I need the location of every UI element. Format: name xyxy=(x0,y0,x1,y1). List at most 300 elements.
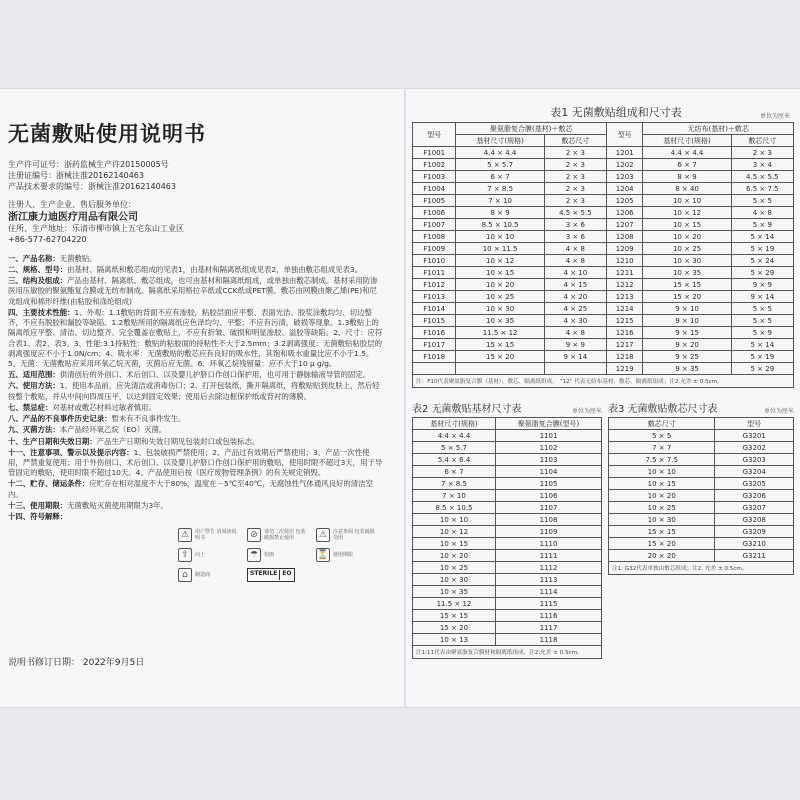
table1-cell: 4 × 8 xyxy=(544,243,606,255)
table1-cell: 10 × 20 xyxy=(456,279,544,291)
document-title: 无菌敷贴使用说明书 xyxy=(8,122,206,146)
table1-cell: F1003 xyxy=(413,171,456,183)
table3-cell: G3203 xyxy=(715,454,794,466)
table2-cell: 10 × 25 xyxy=(413,562,496,574)
table3-cell: 10 × 25 xyxy=(609,502,715,514)
registrant-label: 注册人、生产企业、售后服务单位： xyxy=(8,200,136,210)
table2-cell: 10 × 12 xyxy=(413,526,496,538)
table1-cell: 15 × 15 xyxy=(456,339,544,351)
table1-cell: 4 × 8 xyxy=(544,327,606,339)
table2-cell: 15 × 20 xyxy=(413,622,496,634)
section-heading: 十四、符号解释： xyxy=(8,512,68,522)
table2-cell: 10 × 35 xyxy=(413,586,496,598)
table1-cell: 1213 xyxy=(606,291,642,303)
table3-cell: 10 × 20 xyxy=(609,490,715,502)
section-heading: 十一、注意事项、警示以及提示内容： xyxy=(8,447,134,457)
table1-cell: F1004 xyxy=(413,183,456,195)
table1 xyxy=(412,122,794,375)
section-paragraph xyxy=(8,276,384,307)
table1-cell: 5 × 19 xyxy=(731,351,793,363)
table2-cell: 1112 xyxy=(495,562,601,574)
table1-cell: F1014 xyxy=(413,303,456,315)
table3-cell: G3210 xyxy=(715,538,794,550)
table2-title: 表2 无菌敷贴基材尺寸表 xyxy=(412,404,522,415)
table2-row xyxy=(413,478,602,490)
table3-cell: 10 × 10 xyxy=(609,466,715,478)
table1-cell: 2 × 3 xyxy=(544,147,606,159)
table1-cell: 4.5 × 5.5 xyxy=(731,171,793,183)
table1-cell xyxy=(544,363,606,375)
section-paragraph xyxy=(8,414,384,424)
table1-cell: 2 × 3 xyxy=(731,147,793,159)
table1-cell: 10 × 35 xyxy=(643,267,731,279)
table1-row xyxy=(413,291,794,303)
table1-header-nw: 无纺布(基材)＋敷芯 xyxy=(643,123,794,135)
table1-cell: 9 × 10 xyxy=(643,315,731,327)
table1-cell: 4.4 × 4.4 xyxy=(456,147,544,159)
symbol-icon: ⇧ xyxy=(178,548,192,562)
table1-cell: 8 × 9 xyxy=(456,207,544,219)
table3-cell: G3208 xyxy=(715,514,794,526)
table1-cell: 9 × 14 xyxy=(544,351,606,363)
table2-cell: 5.4 × 6.4 xyxy=(413,454,496,466)
table1-cell: F1012 xyxy=(413,279,456,291)
table1-cell: 3 × 4 xyxy=(731,159,793,171)
table2-cell: 1113 xyxy=(495,574,601,586)
table3-cell: G3201 xyxy=(715,430,794,442)
table2-unit: 单位为厘米 xyxy=(571,408,602,415)
section-body: 产品由基材、隔离纸、敷芯组成，也可由基材和隔离纸组成，或单独由敷芯制成。基材采用防渗医用压敏胶的聚氨酯复合膜或无纺布制成。隔离纸采用格拉辛纸或CCK纸或PET膜。敷芯由网膜由聚乙烯(PE)和尼龙组成和棉形纤维(由粘胶和涤纶组成) xyxy=(8,276,378,306)
table1-cell: 10 × 10 xyxy=(643,195,731,207)
license-line: 注册证编号：浙械注准20162140463 xyxy=(8,170,144,180)
table3-cell: 7.5 × 7.5 xyxy=(609,454,715,466)
table1-cell: 5 × 19 xyxy=(731,243,793,255)
table1-cell: F1007 xyxy=(413,219,456,231)
table2-cell: 15 × 15 xyxy=(413,610,496,622)
table1-cell: 1214 xyxy=(606,303,642,315)
table2-cell: 1117 xyxy=(495,622,601,634)
table1-row xyxy=(413,351,794,363)
table1-cell xyxy=(413,363,456,375)
table1-cell: 15 × 15 xyxy=(643,279,731,291)
table2-row xyxy=(413,538,602,550)
table2-row xyxy=(413,610,602,622)
table3-cell: G3207 xyxy=(715,502,794,514)
table1-cell: F1010 xyxy=(413,255,456,267)
table2-row xyxy=(413,622,602,634)
table2-row xyxy=(413,490,602,502)
table3-row xyxy=(609,442,794,454)
table2-cell: 1118 xyxy=(495,634,601,646)
table1-cell: 4 × 10 xyxy=(544,267,606,279)
table2-note: 注1:11代表由聚氨脂复合膜材和隔离纸组成，注2.允差 ± 0.5cm。 xyxy=(412,646,602,659)
table1-cell: 4 × 30 xyxy=(544,315,606,327)
license-info xyxy=(8,160,384,192)
table1-cell: 10 × 15 xyxy=(456,267,544,279)
table2-block xyxy=(412,400,602,659)
section-heading: 十、生产日期和失效日期： xyxy=(8,436,97,446)
table1-cell: 4 × 15 xyxy=(544,279,606,291)
section-heading: 三、结构及组成： xyxy=(8,276,68,286)
section-paragraph xyxy=(8,254,384,264)
table2-cell: 7 × 8.5 xyxy=(413,478,496,490)
table1-cell: F1009 xyxy=(413,243,456,255)
table1-cell: 8 × 9 xyxy=(643,171,731,183)
section-heading: 四、主要技术性能： xyxy=(8,307,75,317)
section-heading: 一、产品名称： xyxy=(8,253,60,263)
table2-cell: 1106 xyxy=(495,490,601,502)
section-heading: 十三、使用期限： xyxy=(8,500,68,510)
right-panel xyxy=(412,104,794,659)
table1-cell: 4 × 20 xyxy=(544,291,606,303)
table2-cell: 1115 xyxy=(495,598,601,610)
table3-cell: G3205 xyxy=(715,478,794,490)
table1-cell: 6.5 × 7.5 xyxy=(731,183,793,195)
table3-cell: 15 × 20 xyxy=(609,538,715,550)
table2-row xyxy=(413,598,602,610)
symbol-icon: ⌂ xyxy=(178,568,192,582)
table1-cell: 4 × 8 xyxy=(544,255,606,267)
table3-cell: 10 × 15 xyxy=(609,478,715,490)
table1-cell: 5 × 5 xyxy=(731,303,793,315)
table1-cell: 5 × 14 xyxy=(731,231,793,243)
table2-cell: 10 × 30 xyxy=(413,574,496,586)
symbol-label: 请勿二次使用 包装破损禁止使用 xyxy=(264,529,306,542)
revision-date: 说明书修订日期： 2022年9月5日 xyxy=(8,658,145,668)
symbol-label: 用户警告 请阅读说明书 xyxy=(195,529,237,542)
table3-cell: 5 × 5 xyxy=(609,430,715,442)
symbol-icon: ⏳ xyxy=(316,548,330,562)
table1-cell: 10 × 30 xyxy=(456,303,544,315)
table3-unit: 单位为厘米 xyxy=(763,408,794,415)
table2-cell: 1107 xyxy=(495,502,601,514)
table3-block xyxy=(608,400,794,659)
table1-cell: 7 × 8.5 xyxy=(456,183,544,195)
section-heading: 七、禁忌症： xyxy=(8,402,53,412)
symbol-legend xyxy=(178,528,388,582)
table2-cell: 1103 xyxy=(495,454,601,466)
table1-cell: 9 × 9 xyxy=(731,279,793,291)
table3-row xyxy=(609,550,794,562)
table1-cell: 10 × 35 xyxy=(456,315,544,327)
section-paragraph xyxy=(8,479,384,499)
table1-row xyxy=(413,231,794,243)
table3-title: 表3 无菌敷贴敷芯尺寸表 xyxy=(608,404,718,415)
symbol-item xyxy=(247,528,306,542)
section-heading: 八、产品的不良事件历史记录： xyxy=(8,414,112,424)
table1-note: 注：F10代表聚氨脂复合膜（基材）、敷芯、隔离纸组成， “12” 代表无纺布基材、敷芯、隔离纸组成；注2.允差 ± 0.5cm。 xyxy=(412,375,794,388)
table3-row xyxy=(609,454,794,466)
table1-cell: 2 × 3 xyxy=(544,195,606,207)
table1-cell: 7 × 10 xyxy=(456,195,544,207)
symbol-item xyxy=(178,568,237,582)
section-paragraph xyxy=(8,425,384,435)
company-address: 住所、生产地址：乐清市柳市镇上五宅东山工业区 xyxy=(8,224,184,234)
table2-header-size: 基材尺寸(规格) xyxy=(413,418,496,430)
table2-row xyxy=(413,526,602,538)
table2-cell: 1111 xyxy=(495,550,601,562)
table1-cell: 3 × 6 xyxy=(544,231,606,243)
table1-row xyxy=(413,207,794,219)
section-body: 应贮存在相对湿度不大于80%，温度在－5℃至40℃，无腐蚀性气体通风良好的清洁室内。 xyxy=(8,479,373,499)
table1-cell: 3 × 6 xyxy=(544,219,606,231)
table3-row xyxy=(609,490,794,502)
table1-cell: 5 × 5 xyxy=(731,315,793,327)
table1-cell: 2 × 3 xyxy=(544,183,606,195)
section-heading: 十二、贮存、储运条件： xyxy=(8,479,90,489)
table1-cell: 4.4 × 4.4 xyxy=(643,147,731,159)
table1-row xyxy=(413,183,794,195)
table1-cell: 10 × 12 xyxy=(643,207,731,219)
table1-cell: 5 × 24 xyxy=(731,255,793,267)
table2-cell: 7 × 10 xyxy=(413,490,496,502)
table2-cell: 10 × 10 xyxy=(413,514,496,526)
table2-row xyxy=(413,466,602,478)
section-body: 产品生产日期和失效日期见包装封口或包装标志。 xyxy=(96,436,260,446)
table1-row xyxy=(413,279,794,291)
table1-row xyxy=(413,267,794,279)
table3-row xyxy=(609,526,794,538)
license-line: 生产许可证号：浙药监械生产许20150005号 xyxy=(8,160,169,170)
section-body: 1、使用本品前，应先清洁或消毒伤口；2、打开包装纸，撕开隔离纸，将敷贴贴到皮肤上，然后轻按整个敷贴，并从中间向四周压平，以达到固定效果；使用后去除边框保护纸或背衬的薄膜。 xyxy=(8,381,380,401)
table2-row xyxy=(413,430,602,442)
table2-cell: 10 × 15 xyxy=(413,538,496,550)
section-paragraph xyxy=(8,381,384,401)
table2-cell: 10 × 20 xyxy=(413,550,496,562)
table3-row xyxy=(609,514,794,526)
symbol-label: 使用期限 xyxy=(333,552,354,559)
table2-cell: 11.5 × 12 xyxy=(413,598,496,610)
table1-cell: 10 × 12 xyxy=(456,255,544,267)
table1-cell: 1206 xyxy=(606,207,642,219)
table2-row xyxy=(413,454,602,466)
symbol-item xyxy=(247,548,306,562)
table3-cell: 10 × 30 xyxy=(609,514,715,526)
table3-row xyxy=(609,478,794,490)
table3-header-size: 敷芯尺寸 xyxy=(609,418,715,430)
table2-cell: 10 × 13 xyxy=(413,634,496,646)
table1-cell: F1011 xyxy=(413,267,456,279)
table1-cell: 1212 xyxy=(606,279,642,291)
section-heading: 五、适用范围： xyxy=(8,370,60,380)
table1-row xyxy=(413,339,794,351)
symbol-item xyxy=(178,548,237,562)
table1-cell: 5 × 29 xyxy=(731,267,793,279)
company-name: 浙江康力迪医疗用品有限公司 xyxy=(8,212,138,223)
instruction-sections xyxy=(8,254,384,522)
table1-cell: 1209 xyxy=(606,243,642,255)
table1-cell xyxy=(456,363,544,375)
section-body: 对基材或敷芯材料过敏者慎用。 xyxy=(52,402,156,412)
table2-row xyxy=(413,574,602,586)
table1-cell: F1002 xyxy=(413,159,456,171)
table2-row xyxy=(413,502,602,514)
table1-cell: 10 × 25 xyxy=(643,243,731,255)
table2-cell: 1105 xyxy=(495,478,601,490)
table3-row xyxy=(609,538,794,550)
section-body: 无菌敷贴灭菌使用期限为3年。 xyxy=(67,500,168,510)
sterile-eo-icon xyxy=(247,568,295,582)
symbol-item xyxy=(316,548,375,562)
table1-unit: 单位为厘米 xyxy=(759,113,790,120)
section-body: 由基材、隔离纸和敷芯组成的见表1，由基材和隔离纸组成见表2，单独由敷芯组成见表3。 xyxy=(67,265,363,275)
table1-header-size: 基材尺寸(规格) xyxy=(456,135,544,147)
table1-cell: 4.5 × 5.5 xyxy=(544,207,606,219)
table1-cell: 9 × 14 xyxy=(731,291,793,303)
table1-row xyxy=(413,327,794,339)
table1-cell: 5 × 5 xyxy=(731,195,793,207)
table1-cell: 1204 xyxy=(606,183,642,195)
table1-row xyxy=(413,159,794,171)
table3 xyxy=(608,417,794,562)
table2-cell: 1108 xyxy=(495,514,601,526)
table1-cell: 1207 xyxy=(606,219,642,231)
table1-cell: 9 × 25 xyxy=(643,351,731,363)
table1-cell: 2 × 3 xyxy=(544,171,606,183)
section-heading: 九、灭菌方法： xyxy=(8,425,60,435)
table3-cell: 7 × 7 xyxy=(609,442,715,454)
table1-cell: 10 × 25 xyxy=(456,291,544,303)
table2-row xyxy=(413,442,602,454)
table1-header-core2: 敷芯尺寸 xyxy=(731,135,793,147)
table1-row xyxy=(413,195,794,207)
section-paragraph xyxy=(8,403,384,413)
symbol-icon: ☂ xyxy=(247,548,261,562)
table2-cell: 1104 xyxy=(495,466,601,478)
sterile-label: STERILE xyxy=(250,570,278,578)
table1-row xyxy=(413,303,794,315)
table1-cell: 4 × 25 xyxy=(544,303,606,315)
section-paragraph xyxy=(8,448,384,479)
symbol-label: 向上 xyxy=(195,552,206,559)
company-phone: +86-577-62704220 xyxy=(8,235,87,245)
section-paragraph xyxy=(8,437,384,447)
symbol-item xyxy=(316,528,375,542)
table2-cell: 1102 xyxy=(495,442,601,454)
table3-cell: G3204 xyxy=(715,466,794,478)
symbol-label: 怕雨 xyxy=(264,552,275,559)
table1-cell: 1205 xyxy=(606,195,642,207)
section-paragraph xyxy=(8,512,384,522)
table1-cell: 4 × 8 xyxy=(731,207,793,219)
table1-cell: 9 × 20 xyxy=(643,339,731,351)
symbol-label: 注意参阅 包装破损勿用 xyxy=(333,529,375,542)
table1-cell: 1211 xyxy=(606,267,642,279)
section-body: 1、外观：1.1敷贴的背面不应有渗胶，粘胶层面应平整、表面光洁、胶浆涂敷均匀、切边整齐，不应有脱胶和漏胶等缺陷。1.2敷贴所用的隔离纸应色泽均匀、平整；不应有污渍、破损等现象。1.3敷贴上的隔离纸应平整、清洁、切边整齐、完全覆盖在敷贴上，不应有折皱、破损和明显渗胶、溢胶等缺陷。2、尺寸：应符合表1、表2、表3。3、性能:3.1持粘性：敷贴的粘胶面的持粘性不大于2.5mm；3.2剥离强度：无菌敷贴粘胶层的剥离强度应不小于1.0N/cm；4、吸水率：无菌敷贴的敷芯应有良好的吸水性，其饱和吸水重量比应不小于1.5。5、无菌：无菌敷贴应采用环氧乙烷灭菌，灭菌后应无菌。6、环氧乙烷残留量：应不大于10 μ g/g。 xyxy=(8,307,383,369)
section-body: 无菌敷贴。 xyxy=(59,253,97,263)
table3-cell: G3209 xyxy=(715,526,794,538)
table1-row xyxy=(413,171,794,183)
section-body: 本产品经环氧乙烷（EO）灭菌。 xyxy=(59,425,167,435)
table1-cell: 1208 xyxy=(606,231,642,243)
table1-cell: F1008 xyxy=(413,231,456,243)
table1-cell: 1201 xyxy=(606,147,642,159)
fold-line xyxy=(404,88,406,708)
table2-cell: 1116 xyxy=(495,610,601,622)
table2-cell: 1109 xyxy=(495,526,601,538)
eo-label: EO xyxy=(279,570,291,580)
table2-cell: 1110 xyxy=(495,538,601,550)
section-body: 暂未有不良事件发生。 xyxy=(111,414,186,424)
table1-cell: 10 × 11.5 xyxy=(456,243,544,255)
table1-cell: 10 × 30 xyxy=(643,255,731,267)
section-body: 1、包装破损严禁使用；2、产品过有效期后严禁使用；3、产品一次性使用，严禁重复使用；用于外伤创口、术后创口、以及婴儿护脐口作创口保护用的敷贴，使用时限不超过3天，用于导管固定的敷贴，使用时限不超过10天。4、产品使用后按《医疗废物管理条例》的有关规定销毁。 xyxy=(8,447,383,478)
table3-cell: 20 × 20 xyxy=(609,550,715,562)
table2-row xyxy=(413,562,602,574)
table1-row xyxy=(413,363,794,375)
table2-cell: 1101 xyxy=(495,430,601,442)
symbol-icon: ⚠ xyxy=(316,528,330,542)
table2-row xyxy=(413,634,602,646)
table3-row xyxy=(609,502,794,514)
table3-note: 注1: G32代表单独由敷芯组成；注2. 允差 ± 0.5cm。 xyxy=(608,562,794,575)
table1-cell: 9 × 9 xyxy=(544,339,606,351)
table1-row xyxy=(413,255,794,267)
table1-cell: 8 × 40 xyxy=(643,183,731,195)
table1-cell: 1219 xyxy=(606,363,642,375)
table1-row xyxy=(413,243,794,255)
section-paragraph xyxy=(8,265,384,275)
table1-cell: F1006 xyxy=(413,207,456,219)
table2-cell: 8.5 × 10.5 xyxy=(413,502,496,514)
table1-header-model: 型号 xyxy=(413,123,456,147)
table2-row xyxy=(413,550,602,562)
table1-cell: 6 × 7 xyxy=(643,159,731,171)
table1-cell: 10 × 20 xyxy=(643,231,731,243)
table1-header-size2: 基材尺寸(规格) xyxy=(643,135,731,147)
table2-cell: 1114 xyxy=(495,586,601,598)
table1-cell: 9 × 15 xyxy=(643,327,731,339)
section-paragraph xyxy=(8,501,384,511)
table1-cell: 10 × 10 xyxy=(456,231,544,243)
table1-cell: 5 × 29 xyxy=(731,363,793,375)
section-heading: 六、使用方法： xyxy=(8,381,60,391)
table1-title: 表1 无菌敷贴组成和尺寸表 xyxy=(550,106,682,119)
table1-cell: 15 × 20 xyxy=(456,351,544,363)
symbol-icon: ⚠ xyxy=(178,528,192,542)
table1-row xyxy=(413,219,794,231)
symbol-label: 制造商 xyxy=(195,572,211,579)
table2-row xyxy=(413,514,602,526)
table1-header-core: 敷芯尺寸 xyxy=(544,135,606,147)
table3-header-model: 型号 xyxy=(715,418,794,430)
table1-cell: 10 × 15 xyxy=(643,219,731,231)
table1-cell: 1202 xyxy=(606,159,642,171)
table1-cell: 1210 xyxy=(606,255,642,267)
table1-cell: F1005 xyxy=(413,195,456,207)
table1-cell: F1016 xyxy=(413,327,456,339)
table1-cell: 5 × 9 xyxy=(731,327,793,339)
table1-cell: 8.5 × 10.5 xyxy=(456,219,544,231)
table1-cell: 5 × 9 xyxy=(731,219,793,231)
table2 xyxy=(412,417,602,646)
table2-header-model: 聚氨脂复合膜(型号) xyxy=(495,418,601,430)
table1-cell: 9 × 10 xyxy=(643,303,731,315)
table1-cell: 11.5 × 12 xyxy=(456,327,544,339)
left-panel xyxy=(8,120,384,582)
table3-cell: 15 × 15 xyxy=(609,526,715,538)
table1-cell: 5 × 14 xyxy=(731,339,793,351)
table1-cell: 6 × 7 xyxy=(456,171,544,183)
table1-cell: 1218 xyxy=(606,351,642,363)
table2-cell: 5 × 5.7 xyxy=(413,442,496,454)
symbol-icon: ⊘ xyxy=(247,528,261,542)
table1-cell: 5 × 5.7 xyxy=(456,159,544,171)
section-paragraph xyxy=(8,370,384,380)
table1-cell: 1216 xyxy=(606,327,642,339)
table1-cell: F1018 xyxy=(413,351,456,363)
table1-row xyxy=(413,315,794,327)
